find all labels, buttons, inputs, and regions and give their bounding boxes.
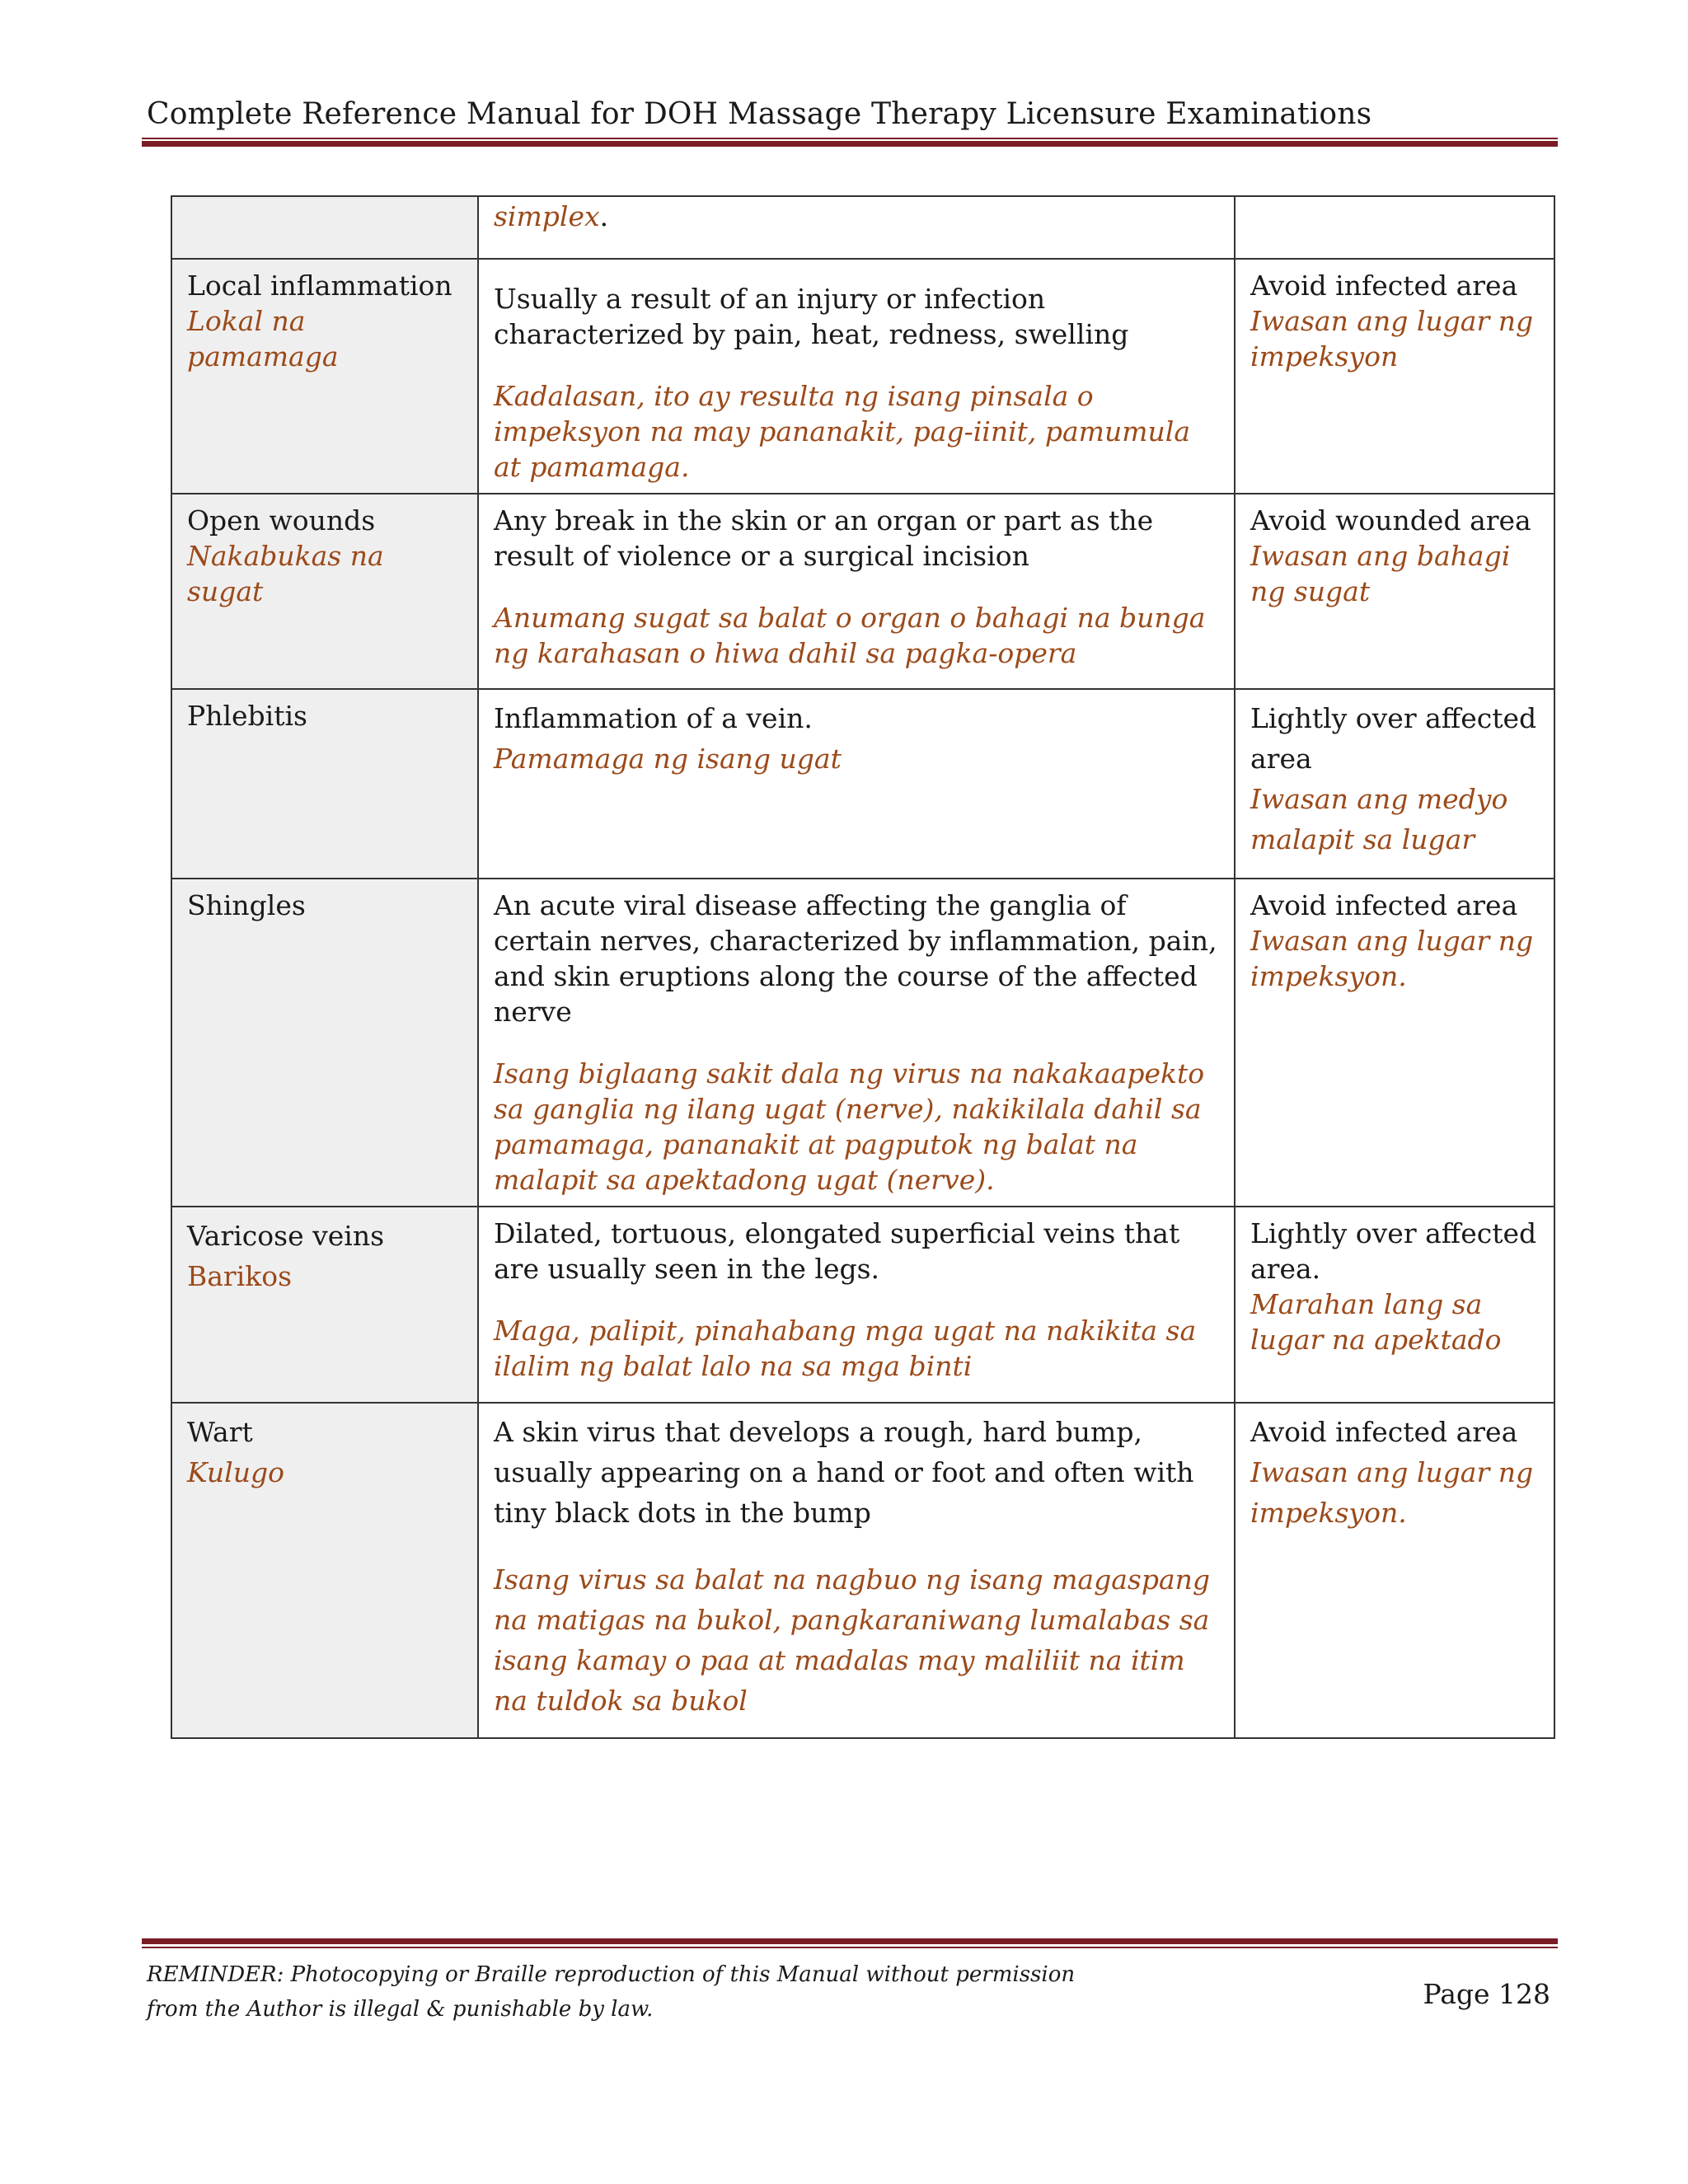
term-english: Shingles	[187, 889, 306, 921]
term-tagalog: Kulugo	[187, 1456, 284, 1488]
note-tagalog: Marahan lang sa lugar na apektado	[1250, 1288, 1502, 1356]
description-tagalog: Pamamaga ng isang ugat	[494, 743, 842, 775]
term-english: Varicose veins	[187, 1220, 385, 1252]
term-cell	[171, 689, 478, 879]
description-tagalog: Anumang sugat sa balat o organ o bahagi na bunga ng karahasan o hiwa dahil sa pagka-opera	[494, 602, 1206, 669]
note-cell	[1235, 1403, 1554, 1738]
description-english: An acute viral disease affecting the ganglia of certain nerves, characterized by inflammation, pain, and skin eruptions along the course of the affected nerve	[494, 889, 1217, 1028]
term-cell	[171, 259, 478, 494]
term-english: Phlebitis	[187, 700, 307, 732]
note-english: Avoid infected area	[1250, 889, 1518, 921]
note-tagalog: Iwasan ang lugar ng impeksyon.	[1250, 925, 1534, 992]
description-cell	[478, 1403, 1235, 1738]
contraindications-table	[171, 195, 1555, 1739]
footer-rule-thin	[142, 1947, 1558, 1948]
note-english: Avoid infected area	[1250, 269, 1518, 302]
term-tagalog: Barikos	[187, 1260, 293, 1292]
description-cell	[478, 1207, 1235, 1403]
table-row	[171, 494, 1554, 689]
description-tagalog: Isang biglaang sakit dala ng virus na nakakaapekto sa ganglia ng ilang ugat (nerve), nakikilala dahil sa pamamaga, pananakit at pagputok ng balat na malapit sa apektadong ugat (nerve).	[494, 1057, 1205, 1196]
header-rule-thick	[142, 141, 1558, 147]
table-row	[171, 1207, 1554, 1403]
note-tagalog: Iwasan ang bahagi ng sugat	[1250, 540, 1511, 607]
table-row	[171, 689, 1554, 879]
term-english: Wart	[187, 1416, 253, 1448]
copyright-reminder	[147, 1957, 1075, 2027]
term-cell	[171, 879, 478, 1207]
description-english: Any break in the skin or an organ or part as the result of violence or a surgical incision	[494, 504, 1154, 572]
note-cell	[1235, 196, 1554, 259]
note-cell	[1235, 1207, 1554, 1403]
table-row	[171, 259, 1554, 494]
note-tagalog: Iwasan ang lugar ng impeksyon	[1250, 305, 1534, 373]
description-cell	[478, 259, 1235, 494]
term-cell	[171, 494, 478, 689]
description-english: A skin virus that develops a rough, hard bump, usually appearing on a hand or foot and often with tiny black dots in the bump	[494, 1416, 1194, 1529]
reminder-line-1: REMINDER: Photocopying or Braille reproduction of this Manual without permission	[147, 1962, 1076, 1987]
table-row	[171, 1403, 1554, 1738]
note-english: Lightly over affected area.	[1250, 1217, 1537, 1285]
description-cell	[478, 689, 1235, 879]
description-tagalog: Isang virus sa balat na nagbuo ng isang magaspang na matigas na bukol, pangkaraniwang lumalabas sa isang kamay o paa at madalas may maliliit na itim na tuldok sa bukol	[494, 1563, 1211, 1717]
description-tagalog: Kadalasan, ito ay resulta ng isang pinsala o impeksyon na may pananakit, pag-iinit, pamumula at pamamaga.	[494, 380, 1190, 483]
footer-rule-thick	[142, 1938, 1558, 1944]
reminder-line-2: from the Author is illegal & punishable by law.	[147, 1997, 654, 2022]
note-tagalog: Iwasan ang medyo malapit sa lugar	[1250, 783, 1508, 855]
description-tagalog: Maga, palipit, pinahabang mga ugat na nakikita sa ilalim ng balat lalo na sa mga binti	[494, 1315, 1197, 1382]
note-tagalog: Iwasan ang lugar ng impeksyon.	[1250, 1456, 1534, 1529]
note-english: Lightly over affected area	[1250, 702, 1537, 775]
description-cell	[478, 494, 1235, 689]
description-continuation: simplex.	[494, 200, 609, 232]
note-english: Avoid infected area	[1250, 1416, 1518, 1448]
table-row	[171, 879, 1554, 1207]
description-cell	[478, 879, 1235, 1207]
term-tagalog: Nakabukas na sugat	[187, 540, 384, 607]
description-english: Usually a result of an injury or infection characterized by pain, heat, redness, swelling	[494, 283, 1129, 350]
term-english: Local inflammation	[187, 269, 452, 302]
term-cell	[171, 1207, 478, 1403]
note-english: Avoid wounded area	[1250, 504, 1531, 537]
note-cell	[1235, 494, 1554, 689]
table-row	[171, 196, 1554, 259]
term-english: Open wounds	[187, 504, 376, 537]
description-english: Inflammation of a vein.	[494, 702, 813, 734]
note-cell	[1235, 259, 1554, 494]
description-english: Dilated, tortuous, elongated superficial veins that are usually seen in the legs.	[494, 1217, 1180, 1285]
note-cell	[1235, 689, 1554, 879]
page-number: Page 128	[1423, 1978, 1550, 2010]
page-header-title: Complete Reference Manual for DOH Massage Therapy Licensure Examinations	[147, 97, 1372, 131]
term-cell	[171, 196, 478, 259]
description-cell	[478, 196, 1235, 259]
term-tagalog: Lokal na pamamaga	[187, 305, 339, 373]
term-cell	[171, 1403, 478, 1738]
header-rule-thin	[142, 138, 1558, 139]
note-cell	[1235, 879, 1554, 1207]
